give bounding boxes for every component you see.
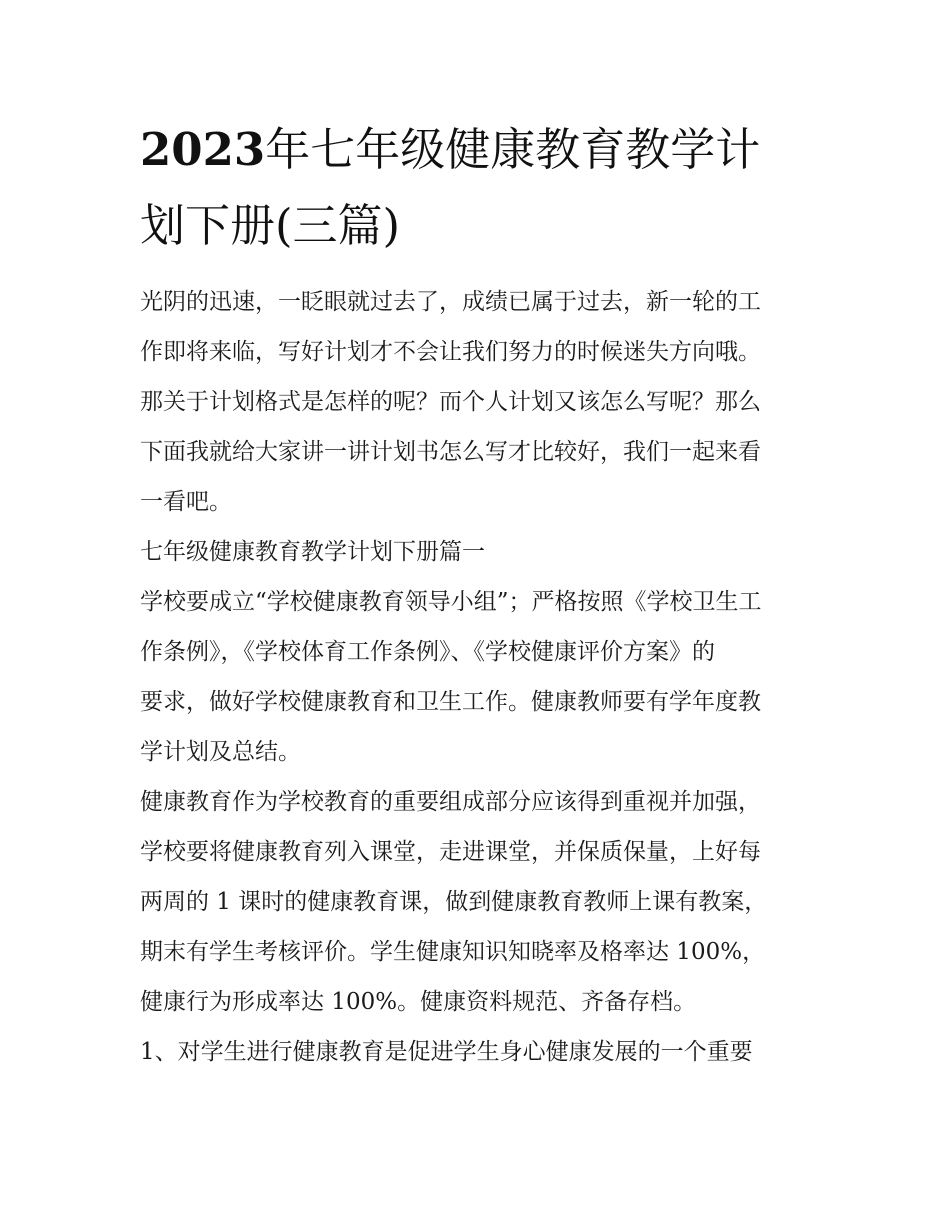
- body-line: 两周的 1 课时的健康教育课，做到健康教育教师上课有教案，: [140, 889, 768, 915]
- body-line: 那关于计划格式是怎样的呢？而个人计划又该怎么写呢？那么: [140, 389, 761, 415]
- body-line: 学校要成立“学校健康教育领导小组”；严格按照《学校卫生工: [140, 589, 762, 615]
- body-line: 下面我就给大家讲一讲计划书怎么写才比较好，我们一起来看: [140, 439, 761, 465]
- body-line: 光阴的迅速，一眨眼就过去了，成绩已属于过去，新一轮的工: [140, 289, 761, 315]
- body-line: 一看吧。: [140, 489, 232, 515]
- body-line: 学计划及总结。: [140, 739, 301, 765]
- document-body: [140, 282, 820, 1082]
- title-line2-text: 划下册(三篇): [140, 199, 401, 252]
- body-line: 期末有学生考核评价。学生健康知识知晓率及格率达 100%，: [140, 939, 766, 965]
- document-title: [140, 112, 820, 264]
- body-line: 1、对学生进行健康教育是促进学生身心健康发展的一个重要: [140, 1039, 753, 1065]
- body-line: 学校要将健康教育列入课堂，走进课堂，并保质保量，上好每: [140, 839, 761, 865]
- title-line1-text: 年七年级健康教育教学计: [265, 123, 761, 176]
- body-line: 作条例》，《学校体育工作条例》、《学校健康评价方案》的: [140, 639, 715, 665]
- body-line: 要求，做好学校健康教育和卫生工作。健康教师要有学年度教: [140, 689, 761, 715]
- body-line: 作即将来临，写好计划才不会让我们努力的时候迷失方向哦。: [140, 339, 761, 365]
- title-year: 2023: [140, 123, 266, 176]
- body-line: 健康教育作为学校教育的重要组成部分应该得到重视并加强，: [140, 789, 761, 815]
- body-line: 健康行为形成率达 100%。健康资料规范、齐备存档。: [140, 989, 697, 1015]
- section-heading: 七年级健康教育教学计划下册篇一: [140, 539, 485, 565]
